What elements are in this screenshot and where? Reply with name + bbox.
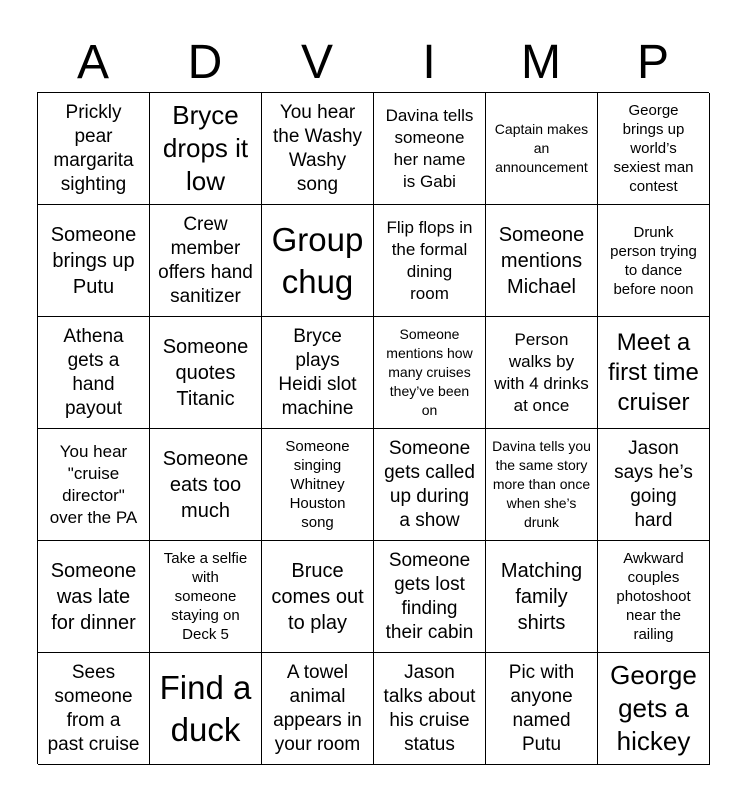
bingo-cell[interactable]	[38, 317, 150, 429]
bingo-cell[interactable]	[38, 429, 150, 541]
bingo-cell[interactable]	[262, 653, 374, 765]
bingo-cell[interactable]	[38, 93, 150, 205]
cell-text: Prickly pear margarita sighting	[53, 101, 134, 195]
bingo-cell[interactable]	[38, 653, 150, 765]
cell-text: Someone quotes Titanic	[162, 335, 249, 410]
cell-text: Davina tells someone her name is Gabi	[385, 105, 474, 191]
bingo-cell[interactable]	[262, 93, 374, 205]
cell-text: Bruce comes out to play	[271, 559, 364, 634]
cell-text: Someone mentions how many cruises they’ve been on	[386, 326, 473, 418]
bingo-cell[interactable]	[486, 429, 598, 541]
cell-text: Someone brings up Putu	[50, 223, 137, 298]
bingo-cell[interactable]	[150, 317, 262, 429]
bingo-cell[interactable]	[262, 205, 374, 317]
bingo-cell[interactable]	[486, 205, 598, 317]
bingo-cell[interactable]	[38, 541, 150, 653]
bingo-cell[interactable]	[598, 653, 710, 765]
cell-text: Bryce plays Heidi slot machine	[278, 325, 357, 419]
bingo-cell[interactable]	[150, 205, 262, 317]
cell-text: Someone singing Whitney Houston song	[285, 438, 350, 531]
cell-text: Someone gets called up during a show	[384, 437, 475, 531]
cell-text: Meet a first time cruiser	[608, 328, 699, 416]
bingo-cell[interactable]	[374, 93, 486, 205]
cell-text: Drunk person trying to dance before noon	[610, 223, 697, 298]
header-letter: V	[300, 36, 333, 89]
bingo-cell[interactable]	[150, 93, 262, 205]
bingo-cell[interactable]	[486, 317, 598, 429]
bingo-cell[interactable]	[374, 653, 486, 765]
bingo-cell[interactable]	[598, 429, 710, 541]
bingo-cell[interactable]	[150, 541, 262, 653]
cell-text: Person walks by with 4 drinks at once	[494, 329, 589, 415]
cell-text: Someone was late for dinner	[50, 559, 137, 634]
bingo-cell[interactable]	[262, 429, 374, 541]
bingo-cell[interactable]	[374, 205, 486, 317]
cell-text: Pic with anyone named Putu	[508, 661, 575, 755]
bingo-cell[interactable]	[598, 317, 710, 429]
bingo-board	[37, 92, 709, 764]
cell-text: Someone gets lost finding their cabin	[385, 549, 474, 643]
cell-text: Jason talks about his cruise status	[383, 661, 476, 755]
bingo-cell[interactable]	[598, 93, 710, 205]
cell-text: A towel animal appears in your room	[273, 661, 362, 755]
cell-text: You hear "cruise director" over the PA	[49, 441, 138, 527]
bingo-cell[interactable]	[486, 93, 598, 205]
bingo-cell[interactable]	[598, 541, 710, 653]
bingo-header	[37, 34, 709, 92]
cell-text: Bryce drops it low	[162, 100, 249, 196]
cell-text: Davina tells you the same story more than once when she’s drunk	[492, 438, 591, 530]
cell-text: Matching family shirts	[500, 559, 583, 634]
cell-text: Take a selfie with someone staying on Deck 5	[163, 550, 248, 643]
cell-text: Group chug	[271, 220, 364, 300]
bingo-cell[interactable]	[150, 429, 262, 541]
cell-text: Awkward couples photoshoot near the railing	[616, 550, 691, 643]
cell-text: Jason says he’s going hard	[614, 437, 693, 531]
cell-text: Sees someone from a past cruise	[47, 661, 140, 755]
header-letter: I	[422, 36, 436, 89]
cell-text: Flip flops in the formal dining room	[386, 217, 473, 303]
bingo-cell[interactable]	[374, 317, 486, 429]
cell-text: Someone mentions Michael	[498, 223, 585, 298]
cell-text: Athena gets a hand payout	[63, 325, 124, 419]
cell-text: Find a duck	[159, 668, 252, 748]
cell-text: George gets a hickey	[610, 660, 697, 756]
header-letter: A	[76, 36, 109, 89]
bingo-cell[interactable]	[486, 653, 598, 765]
cell-text: You hear the Washy Washy song	[272, 101, 363, 195]
bingo-cell[interactable]	[374, 429, 486, 541]
bingo-cell[interactable]	[262, 317, 374, 429]
bingo-cell[interactable]	[262, 541, 374, 653]
cell-text: Someone eats too much	[162, 447, 249, 522]
bingo-cell[interactable]	[598, 205, 710, 317]
bingo-cell[interactable]	[486, 541, 598, 653]
header-letter: P	[636, 36, 669, 89]
cell-text: Crew member offers hand sanitizer	[158, 213, 253, 307]
bingo-cell[interactable]	[38, 205, 150, 317]
bingo-cell[interactable]	[374, 541, 486, 653]
bingo-cell[interactable]	[150, 653, 262, 765]
cell-text: George brings up world’s sexiest man contest	[613, 102, 694, 195]
cell-text: Captain makes an announcement	[494, 121, 589, 175]
header-letter: D	[187, 36, 223, 89]
header-letter: M	[521, 36, 561, 89]
